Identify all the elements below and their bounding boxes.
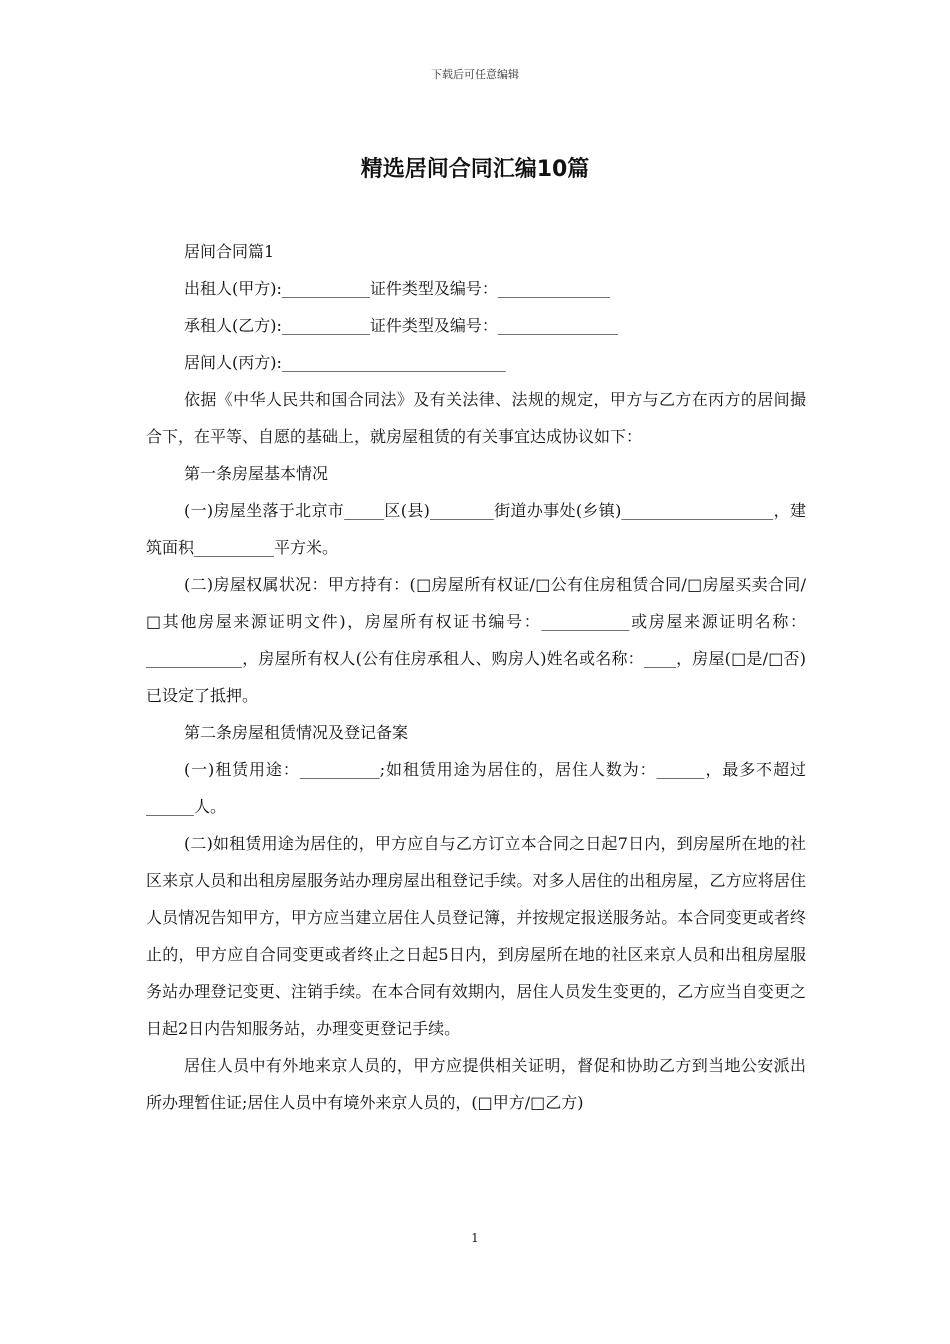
- clause-paragraph: (二)如租赁用途为居住的，甲方应自与乙方订立本合同之日起7日内，到房屋所在地的社区来京人员和出租房屋服务站办理房屋出租登记手续。对多人居住的出租房屋，乙方应将居住人员情况告知甲方，甲方应当建立居住人员登记簿，并按规定报送服务站。本合同变更或者终止的，甲方应自合同变更或者终止之日起5日内，到房屋所在地的社区来京人员和出租房屋服务站办理登记变更、注销手续。在本合同有效期内，居住人员发生变更的，乙方应当自变更之日起2日内告知服务站，办理变更登记手续。: [146, 834, 806, 1038]
- clause-paragraph: (二)房屋权属状况：甲方持有：(□房屋所有权证/□公有住房租赁合同/□房屋买卖合同/□其他房屋来源证明文件)，房屋所有权证书编号：___________或房屋来源证明名称：____________，房屋所有权人(公有住房承租人、购房人)姓名或名称：____，房屋(□是/□否)已设定了抵押。: [146, 575, 806, 705]
- party-line-lessee: 承租人(乙方):___________证件类型及编号：_______________: [184, 316, 618, 335]
- clause-paragraph: (一)房屋坐落于北京市_____区(县)________街道办事处(乡镇)___________________，建筑面积__________平方米。: [146, 501, 806, 557]
- document-body: [146, 233, 806, 1121]
- clause-paragraph: 居住人员中有外地来京人员的，甲方应提供相关证明，督促和协助乙方到当地公安派出所办理暂住证;居住人员中有境外来京人员的，(□甲方/□乙方): [146, 1056, 806, 1112]
- page-header: 下载后可任意编辑: [431, 68, 519, 81]
- article-heading: 第一条房屋基本情况: [184, 464, 329, 483]
- preamble-paragraph: 依据《中华人民共和国合同法》及有关法律、法规的规定，甲方与乙方在丙方的居间撮合下，在平等、自愿的基础上，就房屋租赁的有关事宜达成协议如下：: [146, 390, 806, 446]
- document-title: 精选居间合同汇编10篇: [360, 157, 590, 182]
- page-number: 1: [471, 1231, 479, 1245]
- section-heading: 居间合同篇1: [184, 242, 275, 261]
- article-heading: 第二条房屋租赁情况及登记备案: [184, 723, 409, 742]
- party-line-intermediary: 居间人(丙方):____________________________: [184, 353, 506, 372]
- party-line-lessor: 出租人(甲方):___________证件类型及编号：______________: [184, 279, 610, 298]
- clause-paragraph: (一)租赁用途：__________;如租赁用途为居住的，居住人数为：______，最多不超过______人。: [146, 760, 806, 816]
